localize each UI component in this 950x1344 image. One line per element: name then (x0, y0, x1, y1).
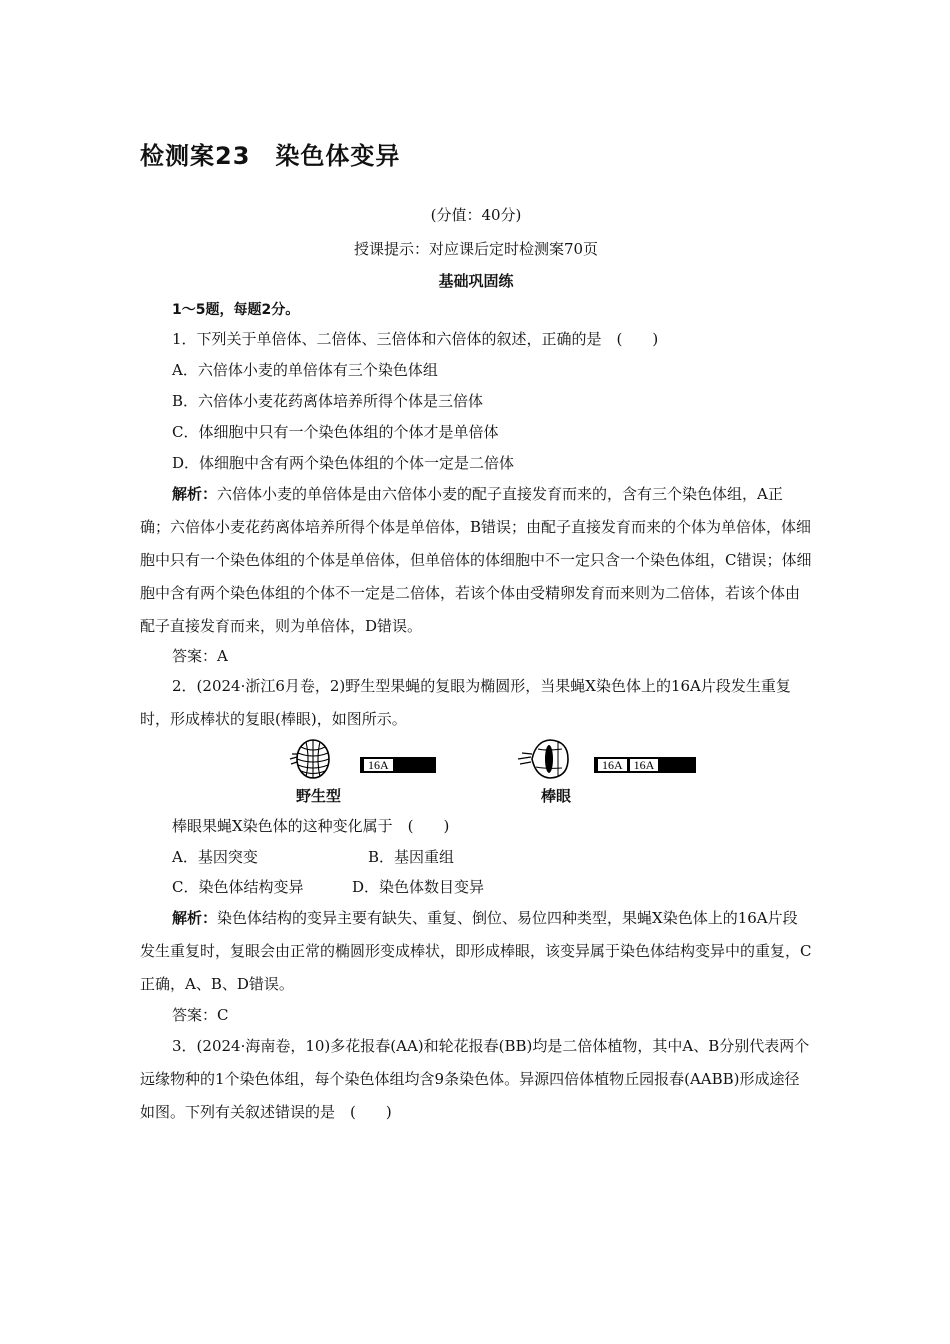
q2-option-a: A．基因突变 (172, 848, 258, 866)
q2-answer: 答案：C (172, 1006, 229, 1024)
question-1-stem: 1．下列关于单倍体、二倍体、三倍体和六倍体的叙述，正确的是 ( ) (172, 330, 659, 348)
bar-eye-chromosome-bar (594, 757, 696, 773)
q1-option-d: D．体细胞中含有两个染色体组的个体一定是二倍体 (172, 454, 515, 472)
scoring-intro: 1～5题，每题2分。 (172, 302, 300, 318)
q1-option-a: A．六倍体小麦的单倍体有三个染色体组 (172, 361, 438, 379)
section-heading: 基础巩固练 (438, 272, 514, 290)
fruit-fly-eye-figure (280, 737, 710, 809)
q1-analysis (140, 478, 812, 643)
wild-type-caption: 野生型 (296, 787, 342, 805)
teaching-hint: 授课提示：对应课后定时检测案70页 (353, 240, 599, 258)
segment-16a-first: 16A (597, 759, 627, 771)
question-3-stem: 3．(2024·海南卷，10)多花报春(AA)和轮花报春(BB)均是二倍体植物，其中A、B分别代表两个远缘物种的1个染色体组，每个染色体组均含9条染色体。异源四倍体植物丘园报春(AABB)形成途径如图。下列有关叙述错误的是 ( ) (140, 1037, 810, 1121)
q1-option-c: C．体细胞中只有一个染色体组的个体才是单倍体 (172, 423, 499, 441)
bar-eye-caption: 棒眼 (541, 787, 572, 805)
q1-option-b: B．六倍体小麦花药离体培养所得个体是三倍体 (172, 392, 484, 410)
q2-option-c: C．染色体结构变异 (172, 878, 304, 896)
wild-type-chromosome-bar (360, 757, 436, 773)
segment-16a: 16A (363, 759, 393, 771)
analysis-text: 六倍体小麦的单倍体是由六倍体小麦的配子直接发育而来的，含有三个染色体组，A正确；六倍体小麦花药离体培养所得个体是单倍体，B错误；由配子直接发育而来的个体为单倍体，体细胞中只有一个染色体组的个体是单倍体，但单倍体的体细胞中不一定只含一个染色体组，C错误；体细胞中含有两个染色体组的个体不一定是二倍体，若该个体由受精卵发育而来则为二倍体，若该个体由配子直接发育而来，则为单倍体，D错误。 (140, 485, 812, 635)
segment-16a-duplicate: 16A (629, 759, 659, 771)
score-line: (分值：40分) (430, 206, 522, 224)
page-title: 检测案23 染色体变异 (140, 142, 401, 170)
wild-type-eye-icon (288, 737, 334, 781)
analysis-text: 染色体结构的变异主要有缺失、重复、倒位、易位四种类型，果蝇X染色体上的16A片段发生重复时，复眼会由正常的椭圆形变成棒状，即形成棒眼，该变异属于染色体结构变异中的重复，C正确，A、B、D错误。 (140, 909, 812, 993)
q2-option-d: D．染色体数目变异 (352, 878, 485, 896)
analysis-label: 解析： (172, 909, 218, 927)
bar-eye-icon (516, 737, 576, 781)
q2-analysis (140, 902, 812, 1001)
q1-answer: 答案：A (172, 647, 228, 665)
question-2-stem: 2．(2024·浙江6月卷，2)野生型果蝇的复眼为椭圆形，当果蝇X染色体上的16A片段发生重复时，形成棒状的复眼(棒眼)，如图所示。 (140, 677, 791, 728)
question-2-question: 棒眼果蝇X染色体的这种变化属于 ( ) (172, 817, 450, 835)
q2-option-b: B．基因重组 (368, 848, 455, 866)
analysis-label: 解析： (172, 485, 218, 503)
